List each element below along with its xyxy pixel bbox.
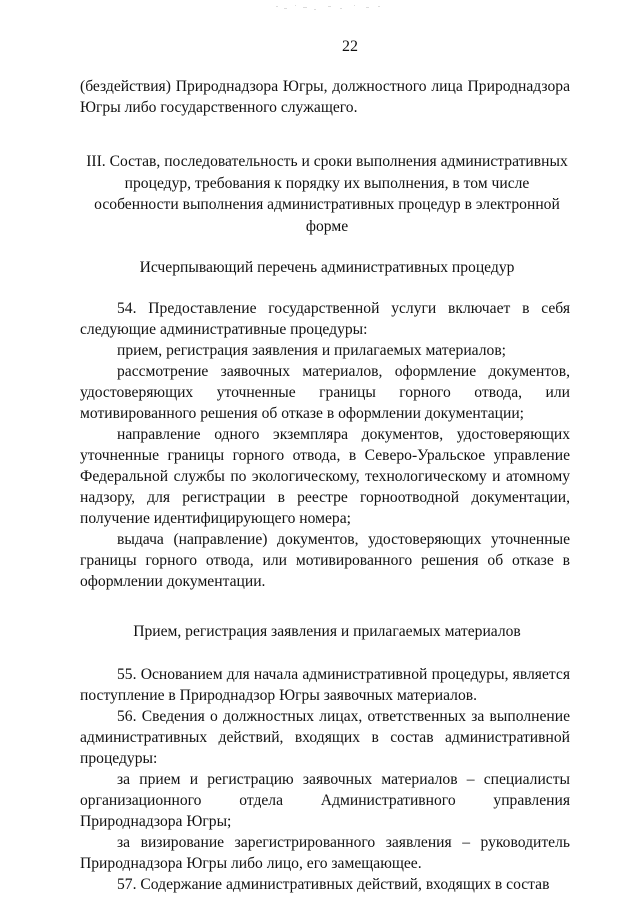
list-item-reception: прием, регистрация заявления и прилагаемых материалов; — [117, 342, 507, 359]
list-item-review: рассмотрение заявочных материалов, оформление документов, удостоверяющих уточненные границы горного отвода, или мотивированного решения об отказе в оформлении документации; — [80, 363, 570, 422]
continuation-paragraph: (бездействия) Природнадзора Югры, должностного лица Природнадзора Югры либо государственного служащего. — [80, 78, 570, 116]
page-number: 22 — [342, 38, 358, 55]
paragraph-56: 56. Сведения о должностных лицах, ответственных за выполнение административных действий, входящих в состав административной процедуры: — [80, 708, 570, 767]
list-item-approval-staff: за визирование зарегистрированного заявления – руководитель Природнадзора Югры либо лицо, его замещающее. — [80, 834, 570, 872]
scan-artifact — [270, 2, 390, 12]
subheading-procedures-list: Исчерпывающий перечень административных процедур — [139, 259, 515, 276]
subheading-reception: Прием, регистрация заявления и прилагаемых материалов — [133, 623, 521, 640]
list-item-issuance: выдача (направление) документов, удостоверяющих уточненные границы горного отвода, или мотивированного решения об отказе в оформлении документации. — [80, 531, 570, 590]
list-item-registration: направление одного экземпляра документов, удостоверяющих уточненные границы горного отвода, в Северо-Уральское управление Федеральной службы по экологическому, технологическому и атомному надзору, для регистрации в реестре горноотводной документации, получение идентифицирующего номера; — [80, 426, 570, 527]
document-body — [80, 76, 570, 895]
paragraph-54: 54. Предоставление государственной услуги включает в себя следующие административные процедуры: — [80, 300, 570, 338]
list-item-reception-staff: за прием и регистрацию заявочных материалов – специалисты организационного отдела Административного управления Природнадзора Югры; — [80, 771, 570, 830]
paragraph-55: 55. Основанием для начала административной процедуры, является поступление в Природнадзор Югры заявочных материалов. — [80, 666, 570, 704]
paragraph-57: 57. Содержание административных действий, входящих в состав — [117, 876, 550, 893]
section-heading: III. Состав, последовательность и сроки выполнения административных процедур, требования к порядку их выполнения, в том числе особенности выполнения административных процедур в электронной форме — [86, 153, 568, 235]
